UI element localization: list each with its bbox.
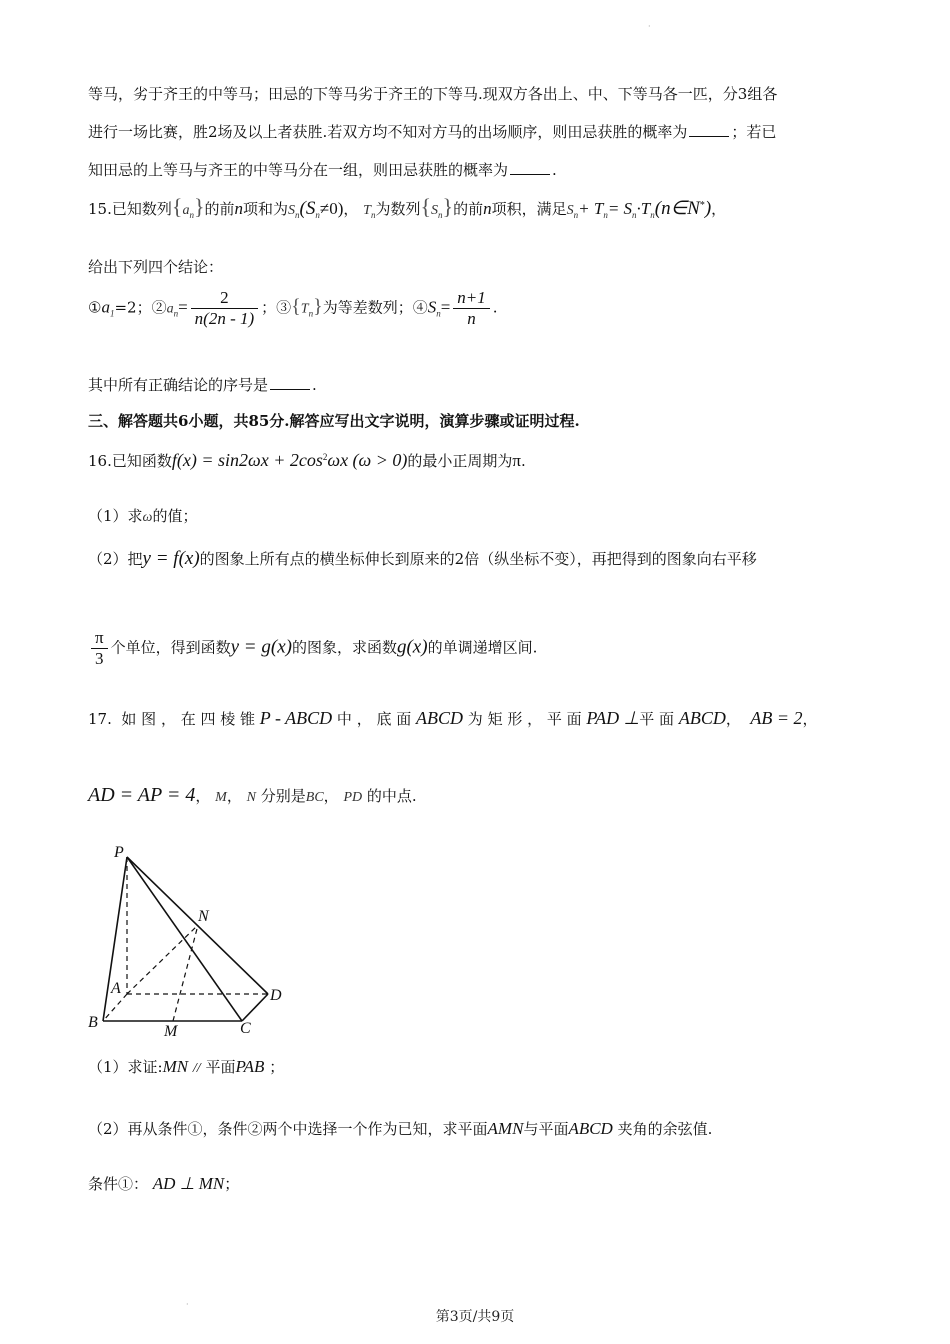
label-B: B — [88, 1014, 98, 1031]
label-A: A — [111, 980, 121, 997]
q15-stem: 15.已知数列$\{a_n\}$的前n项和为$S_n(S_n\ne 0)$， $T_n$为数列$\{S_n\}$的前n项积，满足$S_n+ T_n=$ $S_n\cdot T_n(n\in N^*)$， — [88, 194, 727, 220]
label-C: C — [240, 1020, 251, 1037]
q17-condition-1: 条件①： AD ⊥ MN； — [88, 1174, 240, 1193]
section-title: 三、解答题共6小题，共85分.解答应写出文字说明，演算步骤或证明过程. — [88, 412, 580, 430]
pyramid-figure — [80, 835, 300, 1045]
segment-AN — [127, 925, 198, 994]
intro-line-1: 等马，劣于齐王的中等马；田忌的下等马劣于齐王的下等马.现双方各出上、中、下等马各一匹，分3组各 — [88, 85, 778, 103]
scan-dot: · — [648, 22, 651, 31]
label-M: M — [164, 1023, 178, 1040]
q17-stem: 17. 如 图 ， 在 四 棱 锥 P - ABCD 中 ， 底 面 ABCD 为 矩 形 ， 平 面 PAD ⊥平 面 ABCD， AB = 2， — [88, 708, 818, 728]
q15-conclusions: $①a_1=2$；$②a_n=$ $\frac{2}{n(2n - 1)}$ ；$③\{T_n\}$为等差数列；$④S_n=$ $\frac{n+1}{n}$ . — [88, 288, 498, 328]
fraction: $\frac{2}{n(2n - 1)}$ — [191, 288, 258, 329]
label-D: D — [270, 987, 282, 1004]
q15-given: 给出下列四个结论： — [88, 258, 224, 276]
intro-line-3: 知田忌的上等马与齐王的中等马分在一组，则田忌获胜的概率为 . — [88, 161, 557, 179]
label-P: P — [114, 844, 124, 861]
label-N: N — [198, 908, 209, 925]
answer-blank — [510, 173, 550, 175]
intro-line-2: 进行一场比赛，胜2场及以上者获胜.若双方均不知对方马的出场顺序，则田忌获胜的概率为 ；若已 — [88, 123, 777, 141]
fraction: $\frac{\pi}{3}$ — [91, 628, 108, 669]
q16-part2-cont: $\frac{\pi}{3}$ 个单位，得到函数y = g(x)的图象，求函数g(x)的单调递增区间. — [88, 628, 537, 669]
q16-stem: 16.已知函数$f(x) = \sin 2\omega x + 2\cos^2\omega x$ (ω > 0)的最小正周期为π. — [88, 450, 526, 470]
q16-part1: （1）求ω的值； — [88, 507, 198, 525]
fraction: $\frac{n+1}{n}$ — [453, 288, 489, 329]
q17-part1: （1）求证:MN // 平面PAB ； — [88, 1057, 285, 1076]
answer-blank — [689, 135, 729, 137]
edge-CD — [242, 994, 268, 1021]
q15-ask: 其中所有正确结论的序号是 . — [88, 376, 317, 394]
edge-PC — [127, 857, 242, 1021]
answer-blank — [270, 388, 310, 390]
q17-stem-cont: AD = AP = 4， M， N 分别是BC， PD 的中点. — [88, 784, 417, 806]
page-footer: 第3页/共9页 — [435, 1309, 515, 1325]
scan-dot: · — [186, 1300, 189, 1309]
q16-part2: （2）把y = f(x)的图象上所有点的横坐标伸长到原来的2倍（纵坐标不变），再把得到的图象向右平移 — [88, 548, 757, 569]
q17-part2: （2）再从条件①，条件②两个中选择一个作为已知，求平面AMN与平面ABCD 夹角的余弦值. — [88, 1119, 713, 1138]
